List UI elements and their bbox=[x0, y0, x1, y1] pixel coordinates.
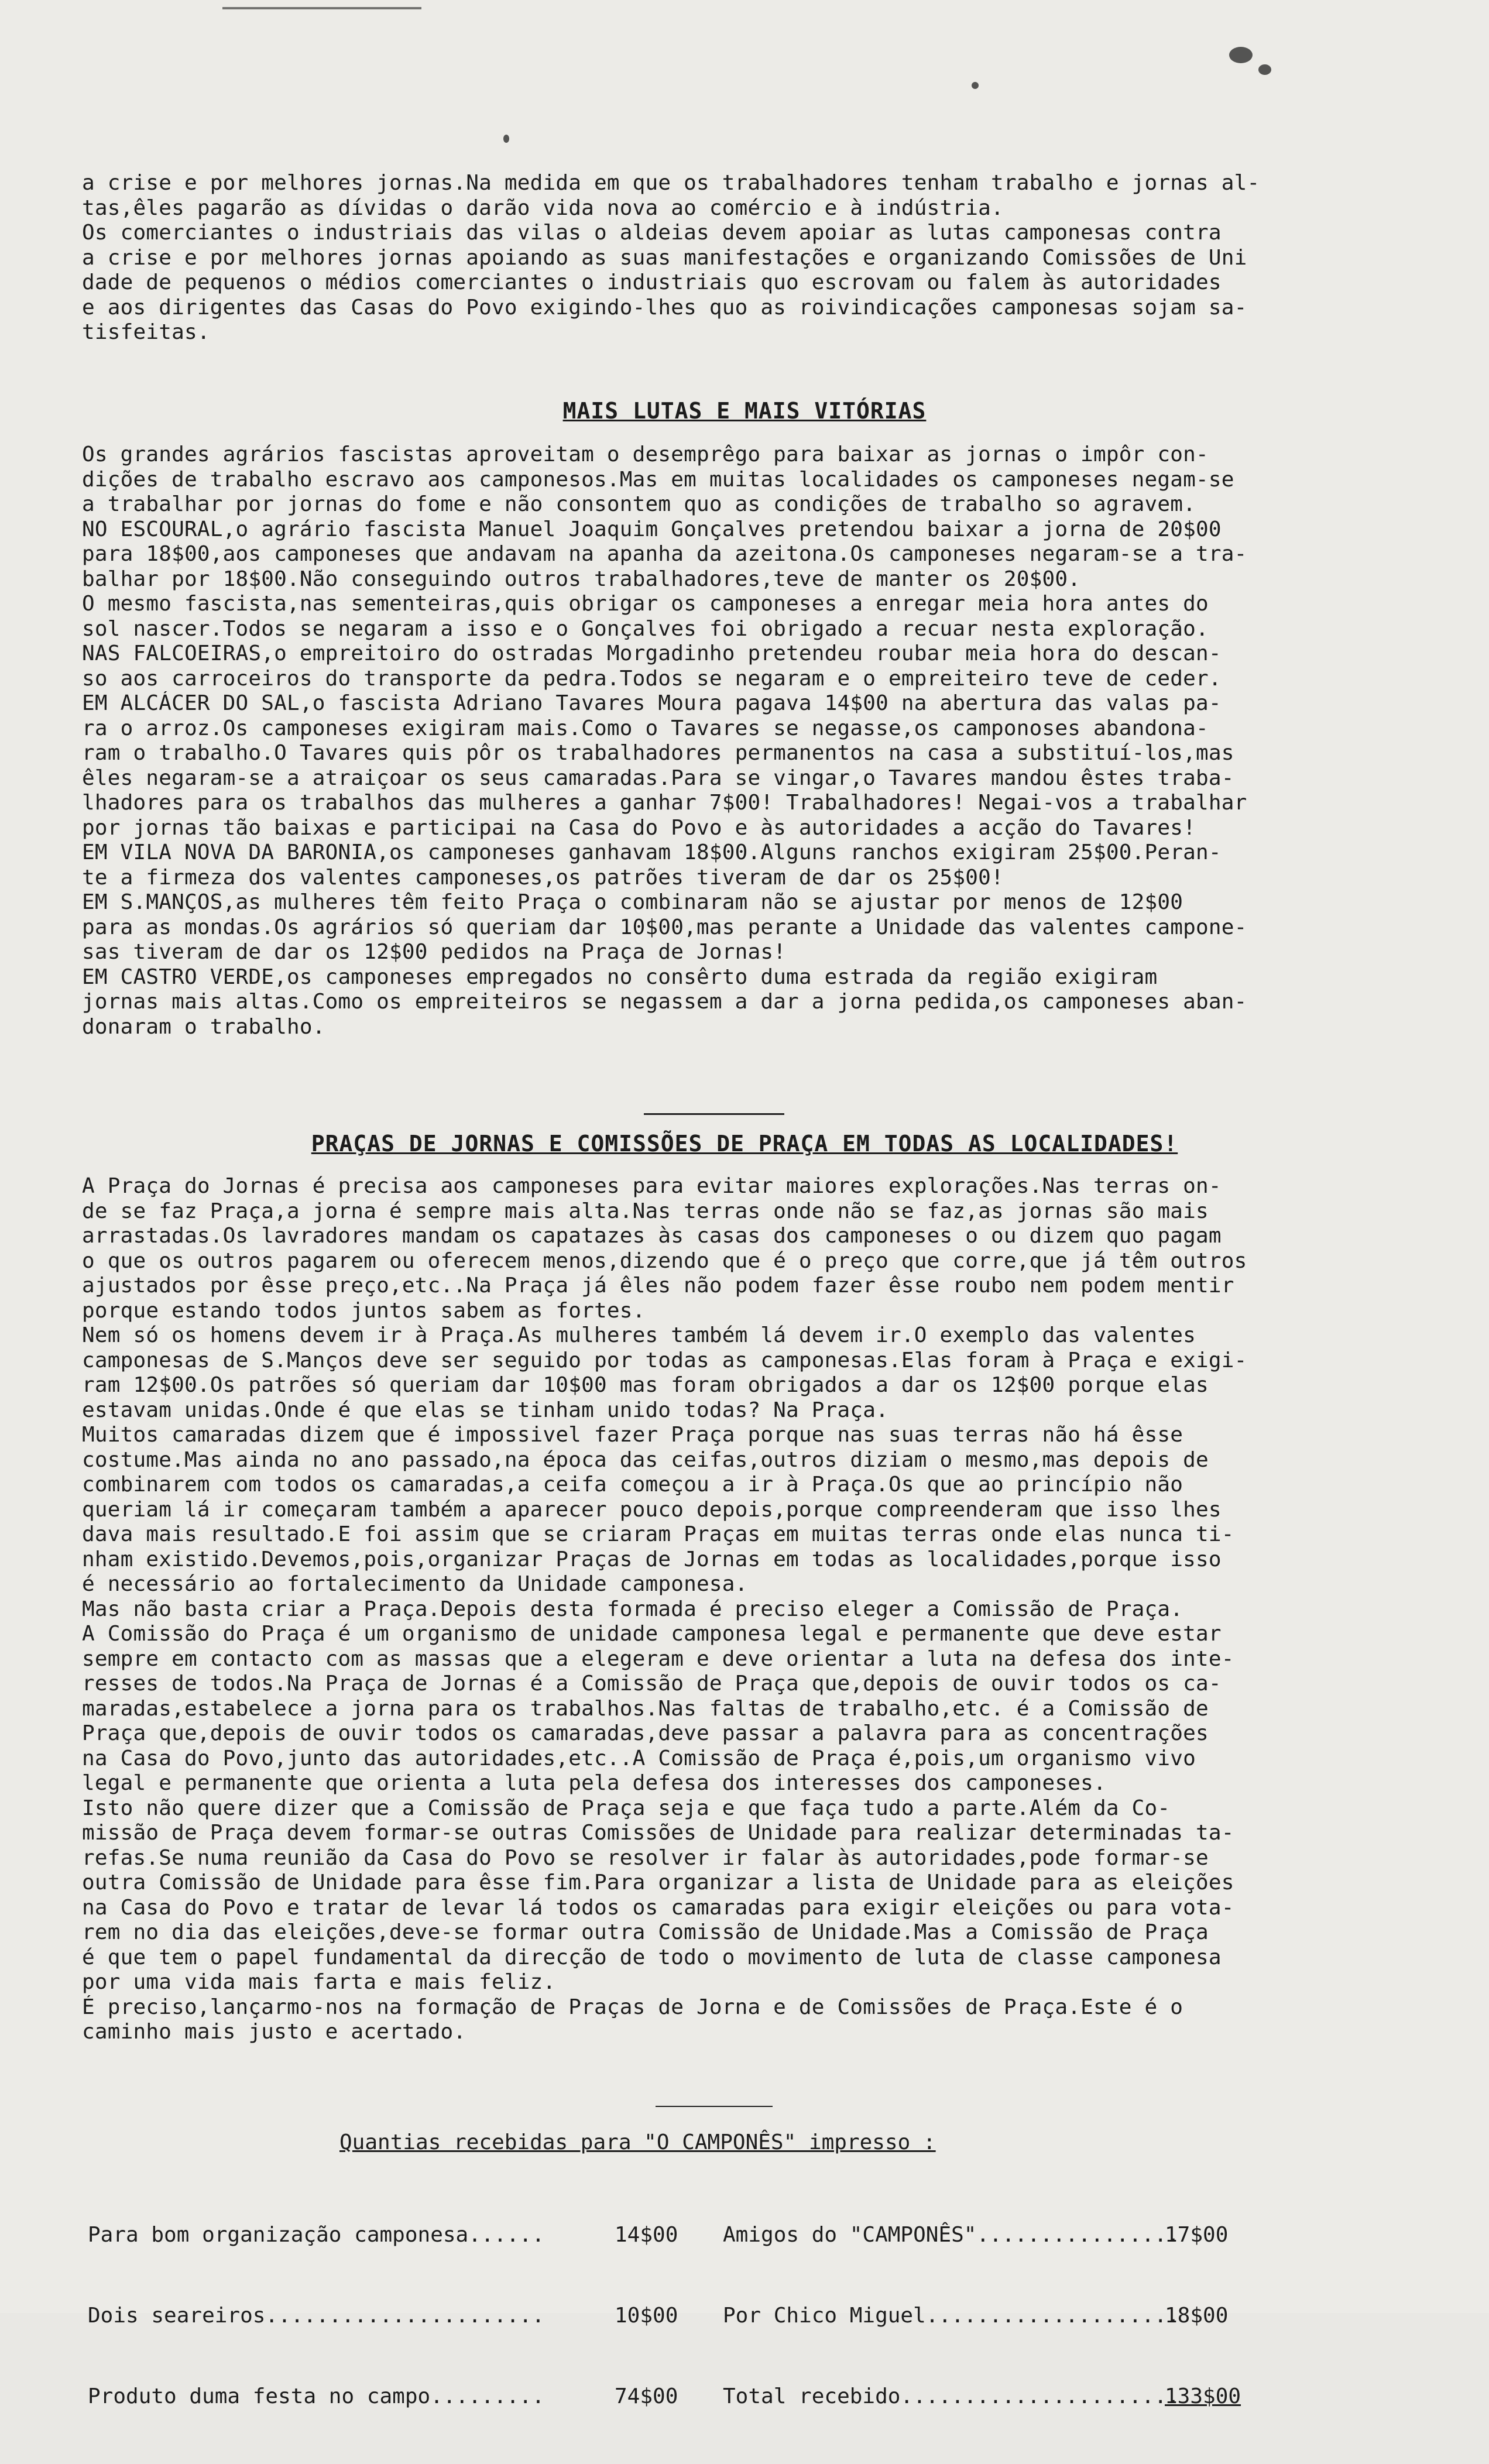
text-line: rem no dia das eleições,deve-se formar outra Comissão de Unidade.Mas a Comissão de Praça bbox=[82, 1920, 1209, 1944]
text-line: É preciso,lançarmo-nos na formação de Praças de Jorna e de Comissões de Praça.Este é o bbox=[82, 1995, 1183, 2019]
text-line: EM VILA NOVA DA BARONIA,os camponeses ganhavam 18$00.Alguns ranchos exigiram 25$00.Peran- bbox=[82, 840, 1222, 864]
text-line: é que tem o papel fundamental da direcção de todo o movimento de luta de classe camponesa bbox=[82, 1945, 1222, 1969]
text-line: a crise e por melhores jornas apoiando as suas manifestações e organizando Comissões de Uni bbox=[82, 245, 1247, 270]
text-line: Praça que,depois de ouvir todos os camaradas,deve passar a palavra para as concentrações bbox=[82, 1721, 1209, 1745]
text-line: na Casa do Povo e tratar de levar lá todos os camaradas para exigir eleições ou para vota- bbox=[82, 1895, 1234, 1920]
section-divider bbox=[644, 1113, 784, 1115]
funds-title: Quantias recebidas para "O CAMPONÊS" impresso : bbox=[339, 2130, 936, 2154]
text-line: EM S.MANÇOS,as mulheres têm feito Praça o combinaram não se ajustar por menos de 12$00 bbox=[82, 890, 1183, 914]
text-line: lhadores para os trabalhos das mulheres a ganhar 7$00! Trabalhadores! Negai-vos a trabalhar bbox=[82, 791, 1247, 815]
funds-label: Total recebido...................... bbox=[723, 2384, 1180, 2408]
scan-speck bbox=[1258, 64, 1271, 75]
text-line: e aos dirigentes das Casas do Povo exigindo-lhes quo as roivindicações camponesas sojam sa- bbox=[82, 295, 1247, 320]
intro-paragraph bbox=[82, 171, 1411, 345]
text-line: NO ESCOURAL,o agrário fascista Manuel Joaquim Gonçalves pretendou baixar a jorna de 20$00 bbox=[82, 517, 1222, 541]
text-line: NAS FALCOEIRAS,o empreitoiro do ostradas Morgadinho pretendeu roubar meia hora do descan- bbox=[82, 641, 1222, 665]
text-line: Mas não basta criar a Praça.Depois desta formada é preciso eleger a Comissão de Praça. bbox=[82, 1597, 1183, 1621]
funds-label: Amigos do "CAMPONÊS"................ bbox=[723, 2223, 1180, 2247]
text-line: êles negaram-se a atraiçoar os seus camaradas.Para se vingar,o Tavares mandou êstes traba- bbox=[82, 766, 1234, 790]
funds-value: 18$00 bbox=[1165, 2304, 1229, 2328]
text-line: na Casa do Povo,junto das autoridades,etc..A Comissão de Praça é,pois,um organismo vivo bbox=[82, 1746, 1196, 1770]
text-line: Muitos camaradas dizem que é impossivel fazer Praça porque nas suas terras não há êsse bbox=[82, 1423, 1183, 1447]
text-line: para 18$00,aos camponeses que andavam na apanha da azeitona.Os camponeses negaram-se a tra- bbox=[82, 542, 1247, 566]
text-line: A Praça do Jornas é precisa aos camponeses para evitar maiores explorações.Nas terras on- bbox=[82, 1174, 1222, 1198]
text-line: caminho mais justo e acertado. bbox=[82, 2020, 466, 2044]
text-line: resses de todos.Na Praça de Jornas é a Comissão de Praça que,depois de ouvir todos os ca- bbox=[82, 1672, 1222, 1696]
text-line: A Comissão do Praça é um organismo de unidade camponesa legal e permanente que deve estar bbox=[82, 1622, 1222, 1646]
text-line: camponesas de S.Manços deve ser seguido por todas as camponesas.Elas foram à Praça e exigi- bbox=[82, 1348, 1247, 1372]
text-line: outra Comissão de Unidade para êsse fim.Para organizar a lista de Unidade para as eleições bbox=[82, 1871, 1234, 1895]
scan-speck bbox=[503, 135, 509, 143]
funds-total-value: 133$00 bbox=[1165, 2384, 1241, 2408]
text-line: Os grandes agrários fascistas aproveitam o desemprêgo para baixar as jornas o impôr con- bbox=[82, 442, 1209, 466]
text-line: Isto não quere dizer que a Comissão de Praça seja e que faça tudo a parte.Além da Co- bbox=[82, 1796, 1171, 1820]
text-line: a crise e por melhores jornas.Na medida em que os trabalhadores tenham trabalho e jornas al- bbox=[82, 171, 1260, 195]
funds-value: 74$00 bbox=[615, 2384, 678, 2408]
text-line: o que os outros pagarem ou oferecem menos,dizendo que é o preço que corre,que já têm outros bbox=[82, 1248, 1247, 1273]
funds-label: Dois seareiros...................... bbox=[88, 2304, 545, 2328]
text-line: EM ALCÁCER DO SAL,o fascista Adriano Tavares Moura pagava 14$00 na abertura das valas pa- bbox=[82, 691, 1222, 715]
text-line: EM CASTRO VERDE,os camponeses empregados no consêrto duma estrada da região exigiram bbox=[82, 965, 1158, 989]
section1-body bbox=[82, 442, 1411, 1039]
text-line: ra o arroz.Os camponeses exigiram mais.Como o Tavares se negasse,os camponoses abandona- bbox=[82, 716, 1209, 740]
text-line: sempre em contacto com as massas que a elegeram e deve orientar a luta na defesa dos inte- bbox=[82, 1646, 1234, 1671]
text-line: Nem só os homens devem ir à Praça.As mulheres também lá devem ir.O exemplo das valentes bbox=[82, 1323, 1196, 1347]
funds-value: 14$00 bbox=[615, 2223, 678, 2247]
text-line: queriam lá ir começaram também a aparecer pouco depois,porque compreenderam que isso lhes bbox=[82, 1497, 1222, 1522]
funds-label: Para bom organização camponesa...... bbox=[88, 2223, 545, 2247]
text-line: a trabalhar por jornas do fome e não consontem quo as condições de trabalho so agravem. bbox=[82, 492, 1196, 516]
text-line: O mesmo fascista,nas sementeiras,quis obrigar os camponeses a enregar meia hora antes do bbox=[82, 592, 1209, 616]
funds-value: 10$00 bbox=[615, 2304, 678, 2328]
text-line: dava mais resultado.E foi assim que se criaram Praças em muitas terras onde elas nunca ti- bbox=[82, 1522, 1234, 1546]
funds-right-values bbox=[1165, 2168, 1241, 2464]
text-line: maradas,estabelece a jorna para os trabalhos.Nas faltas de trabalho,etc. é a Comissão de bbox=[82, 1696, 1209, 1721]
text-line: para as mondas.Os agrários só queriam dar 10$00,mas perante a Unidade das valentes campone- bbox=[82, 915, 1247, 939]
text-line: estavam unidas.Onde é que elas se tinham unido todas? Na Praça. bbox=[82, 1398, 889, 1422]
text-line: ajustados por êsse preço,etc..Na Praça já êles não podem fazer êsse roubo nem podem mentir bbox=[82, 1274, 1234, 1298]
text-line: porque estando todos juntos sabem as fortes. bbox=[82, 1298, 646, 1323]
funds-divider bbox=[656, 2106, 773, 2107]
text-line: tisfeitas. bbox=[82, 320, 210, 344]
funds-right-labels bbox=[723, 2168, 1179, 2464]
scan-speck bbox=[1229, 47, 1253, 63]
text-line: dições de trabalho escravo aos camponesos.Mas em muitas localidades os camponeses negam-se bbox=[82, 467, 1234, 492]
section2-body bbox=[82, 1174, 1411, 2045]
funds-left-labels bbox=[88, 2168, 544, 2464]
text-line: por jornas tão baixas e participai na Casa do Povo e às autoridades a acção do Tavares! bbox=[82, 815, 1196, 840]
text-line: Os comerciantes o industriais das vilas o aldeias devem apoiar as lutas camponesas contra bbox=[82, 221, 1222, 245]
text-line: dade de pequenos o médios comerciantes o industriais quo escrovam ou falem às autoridades bbox=[82, 270, 1222, 294]
scan-speck bbox=[972, 82, 979, 89]
text-line: de se faz Praça,a jorna é sempre mais alta.Nas terras onde não se faz,as jornas são mais bbox=[82, 1199, 1209, 1223]
text-line: donaram o trabalho. bbox=[82, 1014, 325, 1039]
section-heading-pracas: PRAÇAS DE JORNAS E COMISSÕES DE PRAÇA EM TODAS AS LOCALIDADES! bbox=[311, 1131, 1178, 1156]
text-line: sol nascer.Todos se negaram a isso e o Gonçalves foi obrigado a recuar nesta exploração. bbox=[82, 616, 1209, 641]
text-line: sas tiveram de dar os 12$00 pedidos na Praça de Jornas! bbox=[82, 940, 787, 964]
scan-edge-line bbox=[222, 7, 421, 9]
text-line: so aos carroceiros do transporte da pedra.Todos se negaram e o empreiteiro teve de ceder. bbox=[82, 666, 1222, 691]
text-line: costume.Mas ainda no ano passado,na época das ceifas,outros diziam o mesmo,mas depois de bbox=[82, 1447, 1209, 1472]
text-line: nham existido.Devemos,pois,organizar Praças de Jornas em todas as localidades,porque isso bbox=[82, 1547, 1222, 1571]
text-line: te a firmeza dos valentes camponeses,os patrões tiveram de dar os 25$00! bbox=[82, 865, 1004, 890]
funds-left-values bbox=[615, 2168, 691, 2464]
text-line: ram 12$00.Os patrões só queriam dar 10$00 mas foram obrigados a dar os 12$00 porque elas bbox=[82, 1373, 1209, 1397]
text-line: missão de Praça devem formar-se outras Comissões de Unidade para realizar determinadas ta- bbox=[82, 1821, 1234, 1845]
text-line: por uma vida mais farta e mais feliz. bbox=[82, 1970, 556, 1994]
section-heading-mais-lutas: MAIS LUTAS E MAIS VITÓRIAS bbox=[562, 398, 927, 424]
text-line: combinarem com todos os camaradas,a ceifa começou a ir à Praça.Os que ao princípio não bbox=[82, 1473, 1183, 1497]
text-line: legal e permanente que orienta a luta pela defesa dos interesses dos camponeses. bbox=[82, 1771, 1106, 1795]
text-line: jornas mais altas.Como os empreiteiros se negassem a dar a jorna pedida,os camponeses aban- bbox=[82, 990, 1247, 1014]
text-line: tas,êles pagarão as dívidas o darão vida nova ao comércio e à indústria. bbox=[82, 195, 1004, 220]
text-line: arrastadas.Os lavradores mandam os capatazes às casas dos camponeses o ou dizem quo pagam bbox=[82, 1224, 1222, 1248]
text-line: balhar por 18$00.Não conseguindo outros trabalhadores,teve de manter os 20$00. bbox=[82, 567, 1081, 591]
text-line: refas.Se numa reunião da Casa do Povo se resolver ir falar às autoridades,pode formar-se bbox=[82, 1845, 1209, 1870]
funds-value: 17$00 bbox=[1165, 2223, 1229, 2247]
funds-label: Por Chico Miguel.................... bbox=[723, 2304, 1180, 2328]
funds-label: Produto duma festa no campo......... bbox=[88, 2384, 545, 2408]
text-line: é necessário ao fortalecimento da Unidade camponesa. bbox=[82, 1572, 748, 1596]
text-line: ram o trabalho.O Tavares quis pôr os trabalhadores permanentos na casa a substituí-los,mas bbox=[82, 741, 1234, 765]
